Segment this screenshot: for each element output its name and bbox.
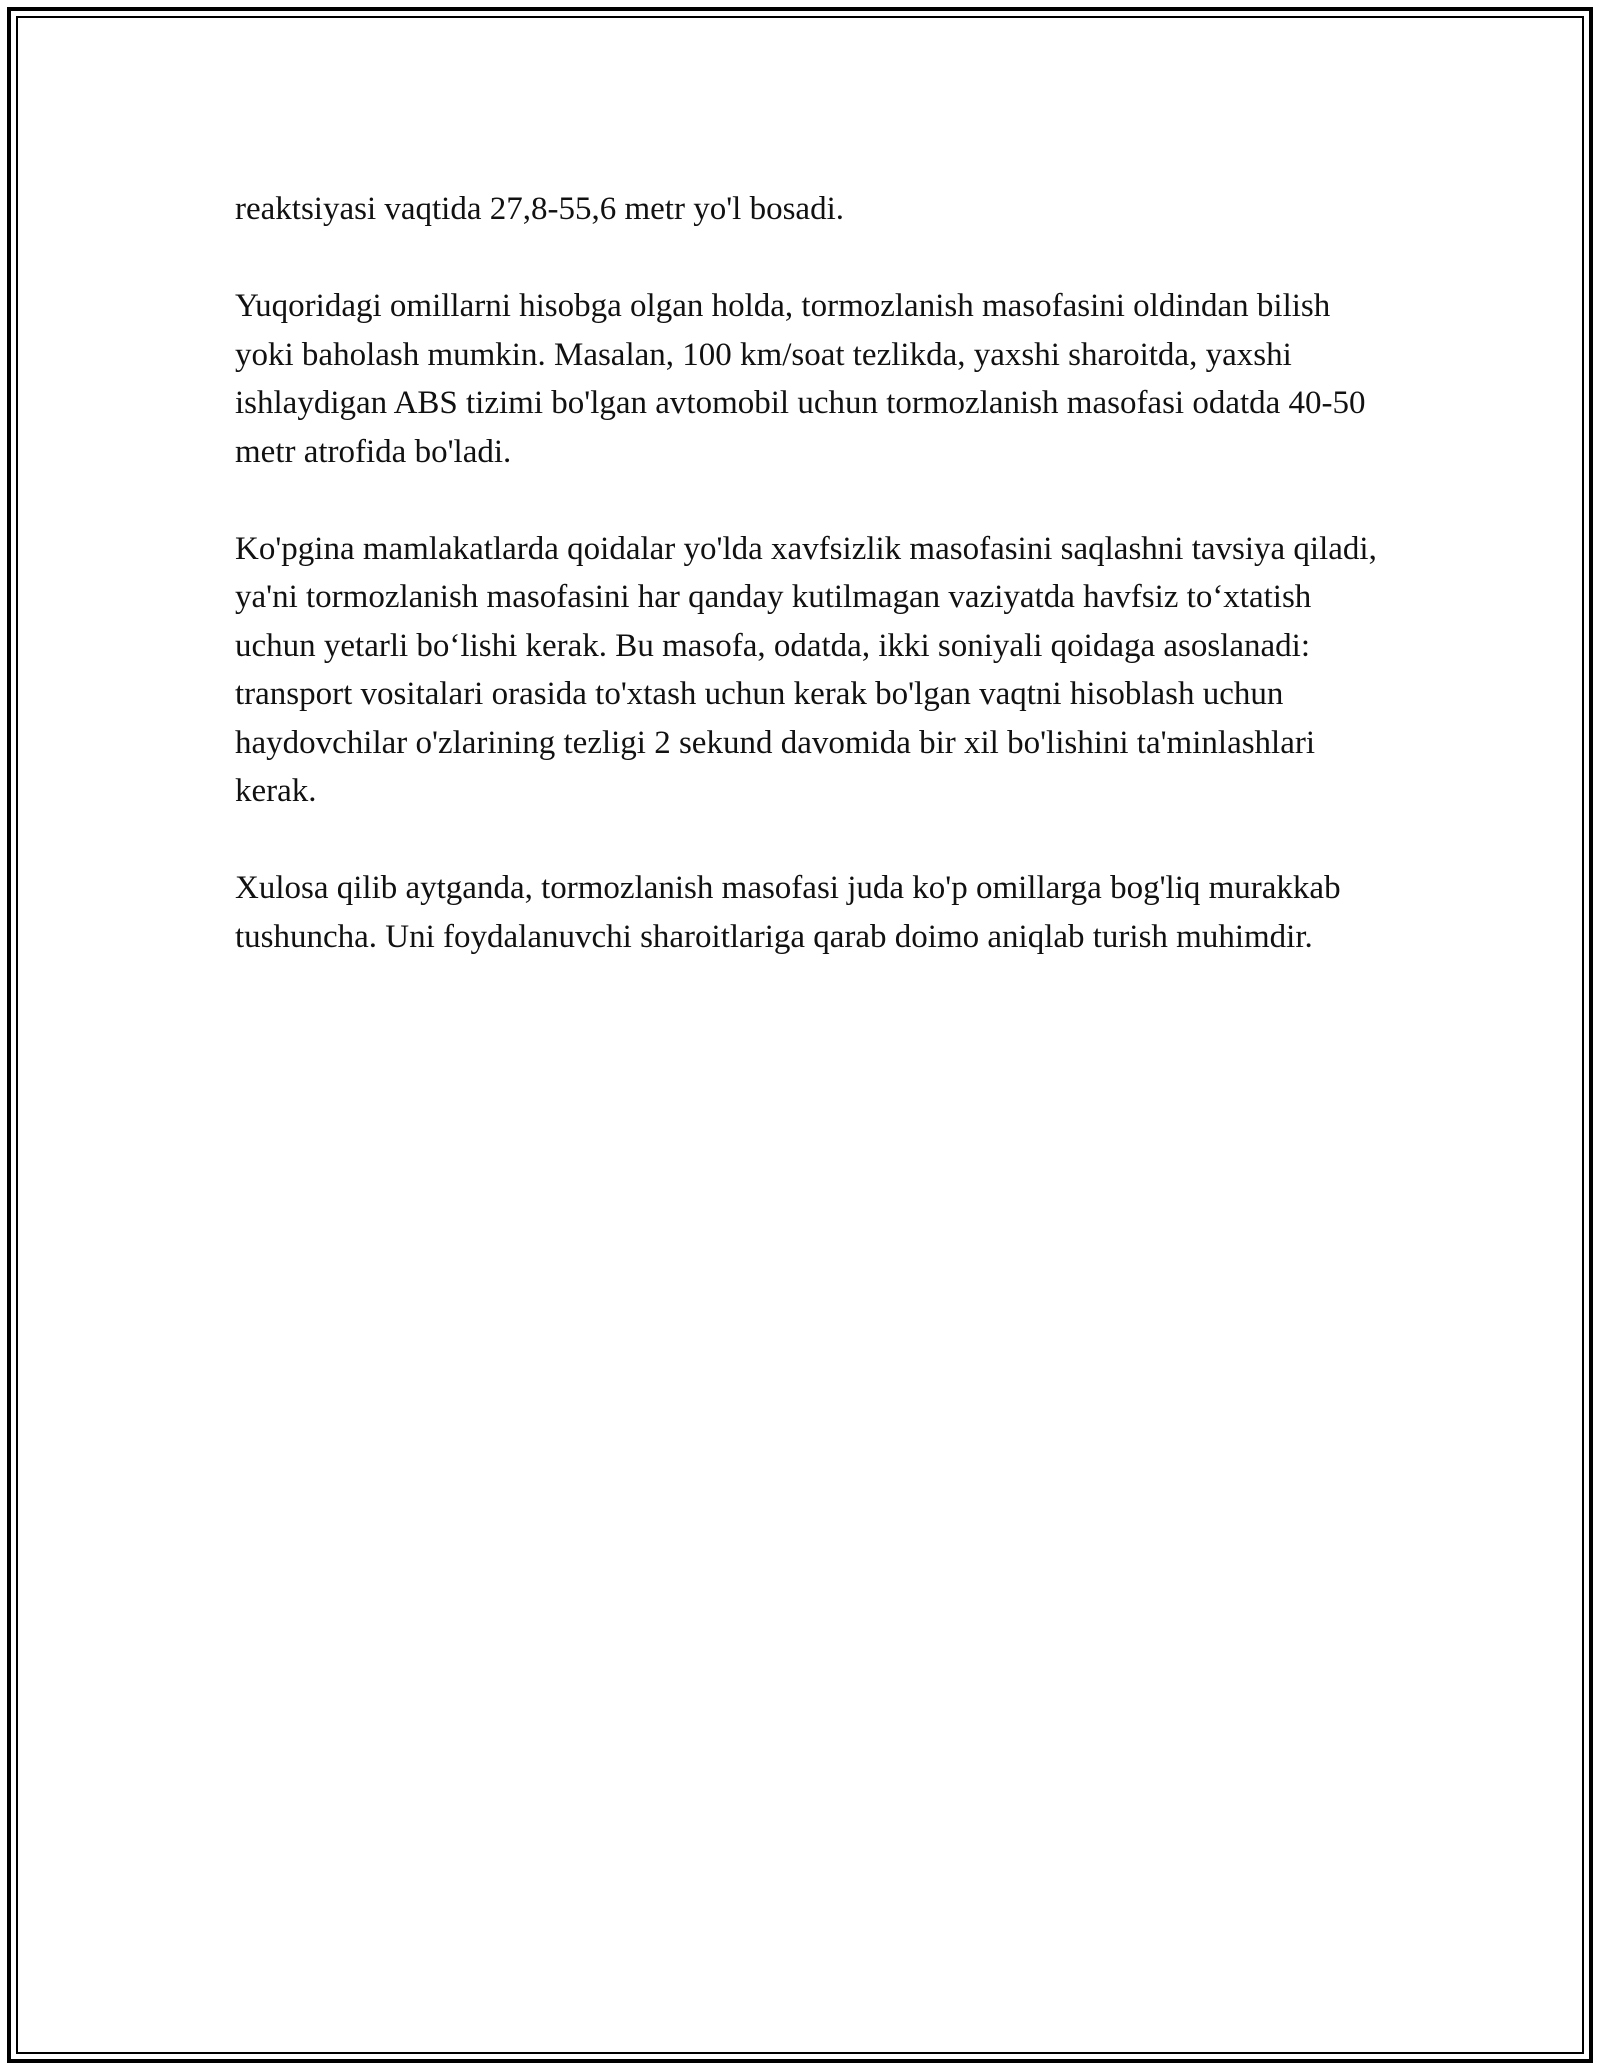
paragraph-conclusion: Xulosa qilib aytganda, tormozlanish masofasi juda ko'p omillarga bog'liq murakkab tushuncha. Uni foydalanuvchi sharoitlariga qarab doimo aniqlab turish muhimdir.: [235, 870, 1341, 955]
paragraph-braking-estimate: Yuqoridagi omillarni hisobga olgan holda, tormozlanish masofasini oldindan bilish yoki baholash mumkin. Masalan, 100 km/soat tezlikda, yaxshi sharoitda, yaxshi ishlaydigan ABS tizimi bo'lgan avtomobil uchun tormozlanish masofasi odatda 40-50 metr atrofida bo'ladi.: [235, 288, 1366, 470]
document-body: [235, 185, 1395, 961]
paragraph-reaction-distance: reaktsiyasi vaqtida 27,8-55,6 metr yo'l bosadi.: [235, 191, 844, 227]
paragraph-safety-distance: Ko'pgina mamlakatlarda qoidalar yo'lda xavfsizlik masofasini saqlashni tavsiya qiladi, ya'ni tormozlanish masofasini har qanday kutilmagan vaziyatda havfsiz to‘xtatish uchun yetarli bo‘lishi kerak. Bu masofa, odatda, ikki soniyali qoidaga asoslanadi: transport vositalari orasida to'xtash uchun kerak bo'lgan vaqtni hisoblash uchun haydovchilar o'zlarining tezligi 2 sekund davomida bir xil bo'lishini ta'minlashlari kerak.: [235, 530, 1377, 809]
